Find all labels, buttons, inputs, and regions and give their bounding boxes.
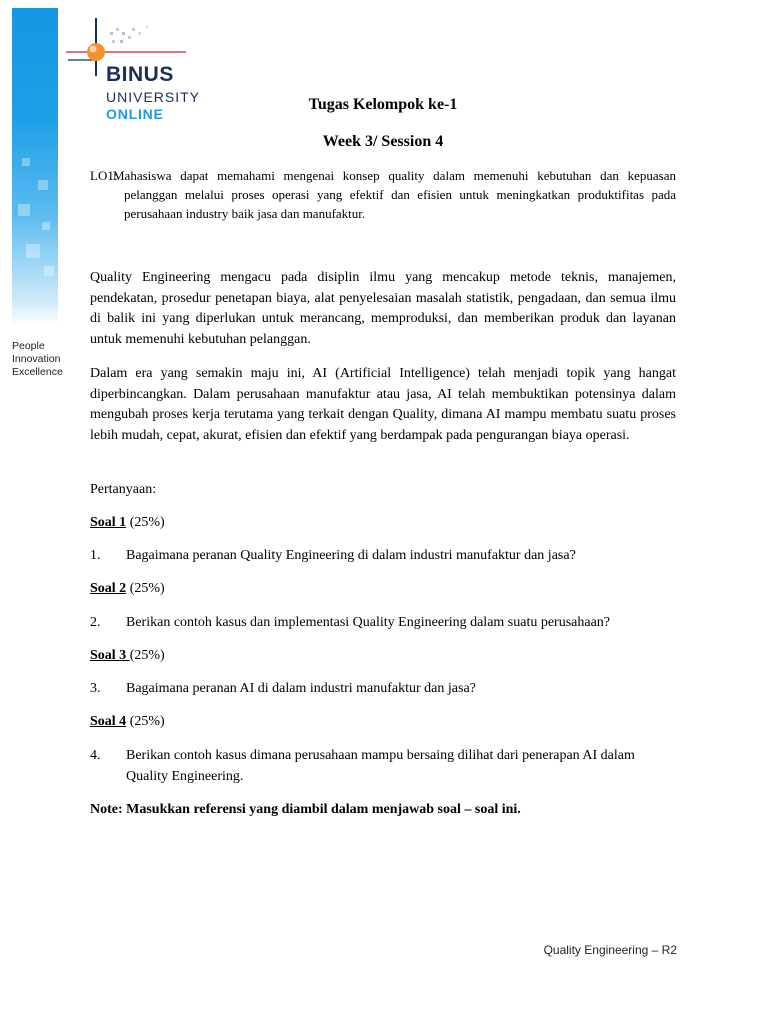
question-heading — [90, 712, 165, 732]
question-heading-label: Soal 3 — [90, 648, 130, 663]
question-weight: (25%) — [129, 648, 165, 663]
learning-outcome-text: Mahasiswa dapat memahami mengenai konsep quality dalam memenuhi kebutuhan dan kepuasan pelanggan melalui proses operasi yang efektif dan efisien untuk meningkatkan produktifitas pada perusahaan industry baik jasa dan manufaktur. — [113, 168, 676, 221]
logo-university: UNIVERSITY — [106, 89, 201, 105]
question-heading — [90, 579, 165, 599]
tagline-line: People — [12, 340, 45, 352]
question-text: Berikan contoh kasus dan implementasi Quality Engineering dalam suatu perusahaan? — [126, 615, 611, 630]
question-heading-label: Soal 2 — [90, 581, 127, 596]
intro-paragraph: Quality Engineering mengacu pada disiplin ilmu yang mencakup metode teknis, manajemen, pendekatan, prosedur penetapan biaya, alat penyelesaian masalah statistik, pengadaan, dan semua ilmu di balik ini yang diperlukan untuk merancang, memproduksi, dan memberikan produk dan layanan untuk memenuhi kebutuhan pelanggan. — [90, 270, 676, 347]
learning-outcome — [90, 166, 676, 223]
document-subtitle: Week 3/ Session 4 — [322, 133, 444, 150]
question-item — [90, 546, 676, 567]
question-text: Bagaimana peranan AI di dalam industri manufaktur dan jasa? — [126, 681, 476, 696]
question-weight: (25%) — [126, 581, 165, 596]
question-weight: (25%) — [126, 714, 165, 729]
learning-outcome-label: LO1: — [90, 168, 118, 183]
question-text: Bagaimana peranan Quality Engineering di dalam industri manufaktur dan jasa? — [126, 548, 576, 563]
question-item — [90, 679, 676, 700]
tagline — [12, 340, 63, 379]
question-number: 4. — [90, 748, 101, 763]
question-heading-label: Soal 1 — [90, 515, 127, 530]
logo-online: ONLINE — [106, 106, 164, 122]
side-accent-bar — [12, 8, 58, 326]
ai-paragraph: Dalam era yang semakin maju ini, AI (Artificial Intelligence) telah menjadi topik yang hangat diperbincangkan. Dalam perusahaan manufaktur atau jasa, AI telah membuktikan potensinya dalam mengubah proses kerja terutama yang terkait dengan Quality, dimana AI mampu membatu suatu proses lebih mudah, cepat, akurat, efisien dan efektif yang berdampak pada pengurangan biaya operasi. — [90, 366, 676, 443]
question-number: 1. — [90, 548, 101, 563]
question-heading-label: Soal 4 — [90, 714, 127, 729]
questions-label: Pertanyaan: — [90, 482, 157, 497]
note-text: Note: Masukkan referensi yang diambil dalam menjawab soal – soal ini. — [90, 802, 521, 817]
page-footer: Quality Engineering – R2 — [543, 943, 677, 957]
question-item — [90, 746, 676, 787]
question-text: Berikan contoh kasus dimana perusahaan mampu bersaing dilihat dari penerapan AI dalam Quality Engineering. — [126, 748, 635, 784]
question-number: 3. — [90, 681, 101, 696]
question-number: 2. — [90, 615, 101, 630]
question-heading — [90, 513, 165, 533]
question-heading — [90, 646, 165, 666]
logo-brand: BINUS — [106, 63, 174, 86]
question-item — [90, 613, 676, 634]
tagline-line: Excellence — [12, 366, 63, 378]
question-weight: (25%) — [126, 515, 165, 530]
document-title: Tugas Kelompok ke-1 — [308, 96, 458, 113]
tagline-line: Innovation — [12, 353, 61, 365]
